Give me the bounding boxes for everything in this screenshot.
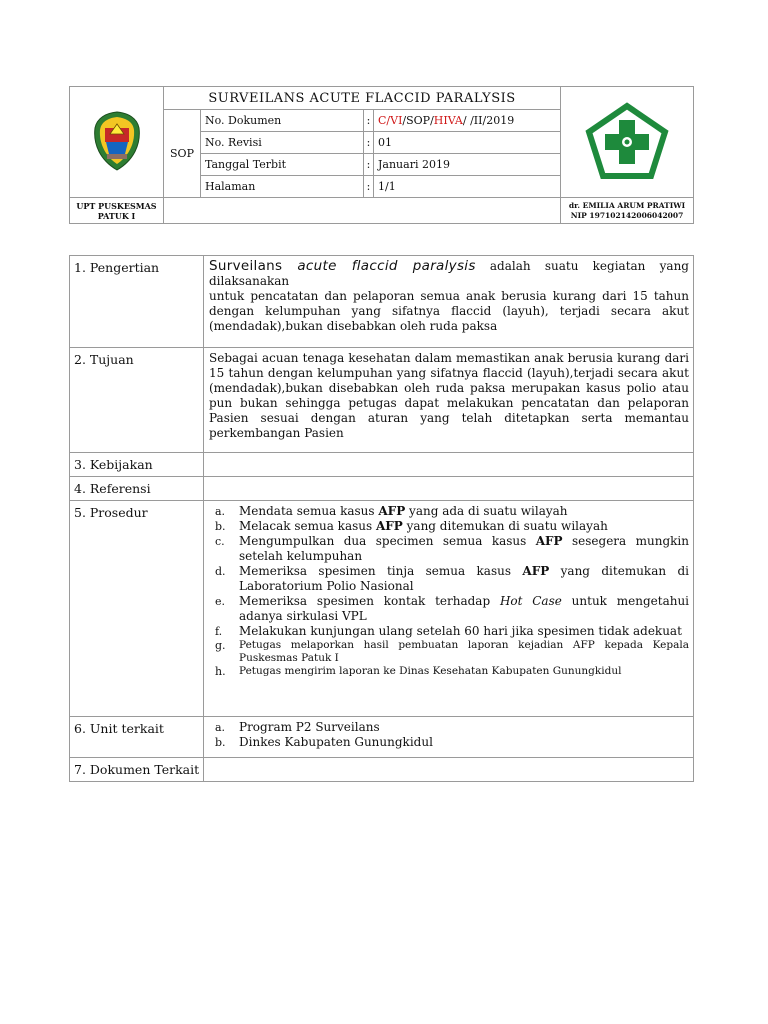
section-content-pengertian: Surveilans acute flaccid paralysis adalah suatu kegiatan yang dilaksanakan untuk pencatatan dan pelaporan semua anak berusia kurang dari 15 tahun dengan kelumpuhan yang sifatnya flaccid (layuh), terjadi secara akut (mendadak),bukan disebabkan oleh ruda paksa <box>204 256 694 348</box>
page-label: Halaman <box>201 176 364 198</box>
page-value: 1/1 <box>374 176 561 198</box>
section-label-unit: 6. Unit terkait <box>70 717 204 758</box>
section-label-referensi: 4. Referensi <box>70 477 204 501</box>
section-row <box>70 348 694 453</box>
section-row <box>70 256 694 348</box>
section-content-tujuan: Sebagai acuan tenaga kesehatan dalam memastikan anak berusia kurang dari 15 tahun dengan kelumpuhan yang sifatnya flaccid (layuh),terjadi secara akut (mendadak),bukan disebabkan oleh ruda paksa merupakan kasus polio atau pun bukan sehingga petugas dapat melakukan pencatatan dan pelaporan Pasien sesuai dengan aturan yang telah ditetapkan serta memantau perkembangan Pasien <box>204 348 694 453</box>
section-row <box>70 453 694 477</box>
puskesmas-cross-logo-icon <box>585 102 669 180</box>
list-item: c. Mengumpulkan dua specimen semua kasus AFP sesegera mungkin setelah kelumpuhan <box>215 534 689 563</box>
list-item: b. Dinkes Kabupaten Gunungkidul <box>215 735 433 749</box>
puskesmas-logo-cell <box>561 87 694 198</box>
section-row <box>70 477 694 501</box>
section-content-kebijakan <box>204 453 694 477</box>
unit-list <box>209 720 689 750</box>
regency-emblem-icon <box>92 110 142 172</box>
section-content-referensi <box>204 477 694 501</box>
colon: : <box>364 176 374 198</box>
issue-date-value: Januari 2019 <box>374 154 561 176</box>
procedure-list <box>209 504 689 678</box>
doc-number-label: No. Dokumen <box>201 110 364 132</box>
section-label-pengertian: 1. Pengertian <box>70 256 204 348</box>
section-label-prosedur: 5. Prosedur <box>70 501 204 717</box>
section-label-kebijakan: 3. Kebijakan <box>70 453 204 477</box>
section-content-unit <box>204 717 694 758</box>
section-content-prosedur <box>204 501 694 717</box>
section-row <box>70 717 694 758</box>
section-label-dokumen: 7. Dokumen Terkait <box>70 758 204 782</box>
regency-logo-cell <box>70 87 164 198</box>
signer-block <box>561 198 694 224</box>
list-item: b. Melacak semua kasus AFP yang ditemukan di suatu wilayah <box>215 519 608 533</box>
list-item: e. Memeriksa spesimen kontak terhadap Hot Case untuk mengetahui adanya sirkulasi VPL <box>215 594 690 623</box>
list-item: a. Mendata semua kasus AFP yang ada di suatu wilayah <box>215 504 568 518</box>
colon: : <box>364 132 374 154</box>
section-content-dokumen <box>204 758 694 782</box>
signer-name: dr. EMILIA ARUM PRATIWI <box>568 200 686 210</box>
revision-label: No. Revisi <box>201 132 364 154</box>
signer-nip: NIP 197102142006042007 <box>570 210 684 220</box>
list-item: h. Petugas mengirim laporan ke Dinas Kesehatan Kabupaten Gunungkidul <box>215 665 622 678</box>
colon: : <box>364 154 374 176</box>
list-item: f. Melakukan kunjungan ulang setelah 60 hari jika spesimen tidak adekuat <box>215 624 682 638</box>
document-header <box>69 86 694 224</box>
section-label-tujuan: 2. Tujuan <box>70 348 204 453</box>
section-row <box>70 501 694 717</box>
document-title: SURVEILANS ACUTE FLACCID PARALYSIS <box>164 87 561 110</box>
section-row <box>70 758 694 782</box>
list-item: g. Petugas melaporkan hasil pembuatan laporan kejadian AFP kepada Kepala Puskesmas Patuk I <box>215 639 689 664</box>
colon: : <box>364 110 374 132</box>
empty-cell <box>164 198 561 224</box>
doc-number-value: C/VI/SOP/HIVA/ /II/2019 <box>374 110 561 132</box>
sop-content-table <box>69 255 694 782</box>
organization-name: UPT PUSKESMAS PATUK I <box>70 198 164 224</box>
list-item: d. Memeriksa spesimen tinja semua kasus AFP yang ditemukan di Laboratorium Polio Nasional <box>215 564 689 593</box>
issue-date-label: Tanggal Terbit <box>201 154 364 176</box>
revision-value: 01 <box>374 132 561 154</box>
sop-label: SOP <box>164 110 201 198</box>
list-item: a. Program P2 Surveilans <box>215 720 380 734</box>
